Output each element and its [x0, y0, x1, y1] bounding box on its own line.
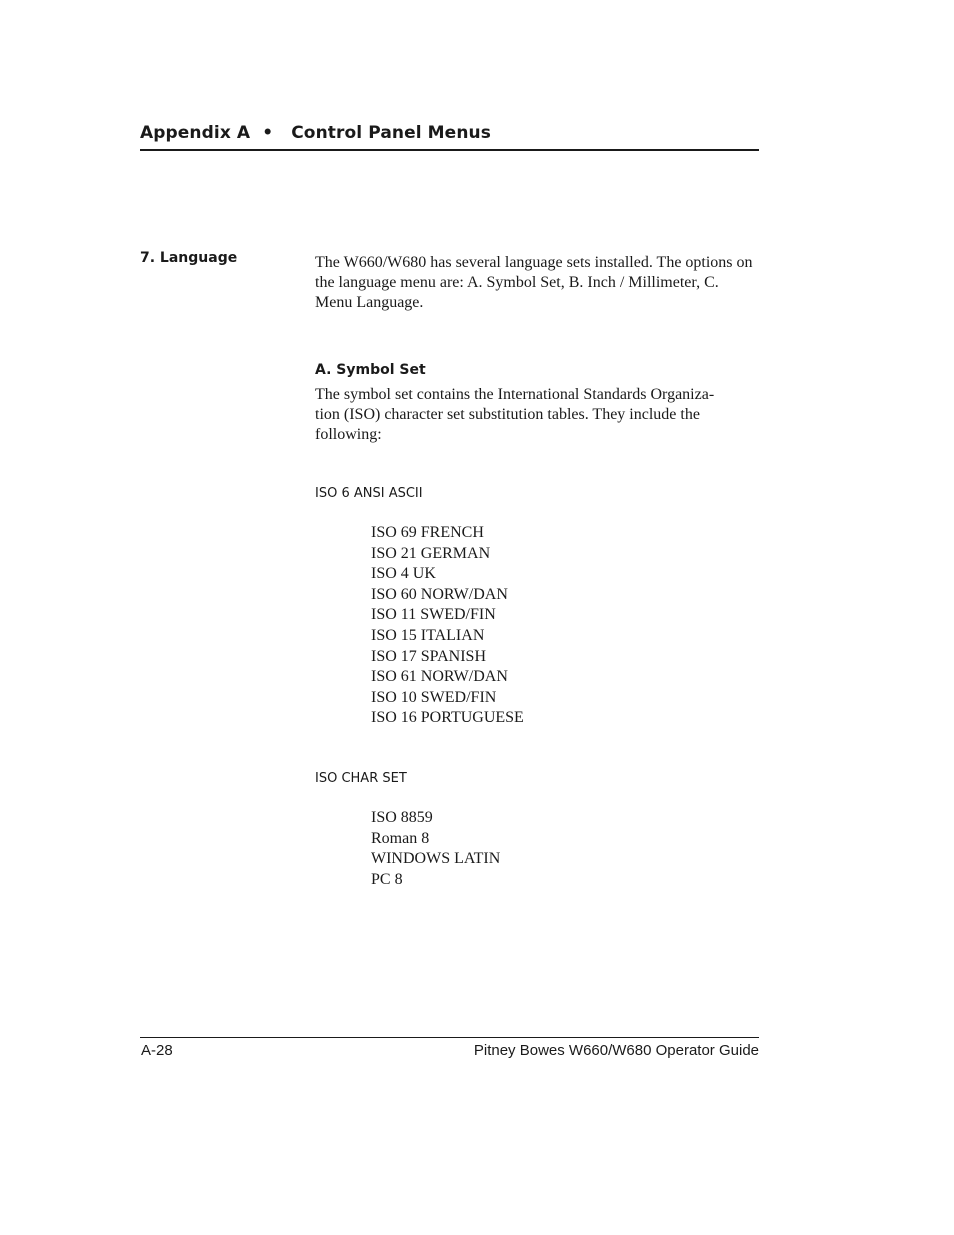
list-item: ISO 69 FRENCH — [371, 524, 484, 541]
header-title: Appendix A • Control Panel Menus — [140, 123, 491, 143]
guide-title: Pitney Bowes W660/W680 Operator Guide — [473, 1042, 759, 1059]
list-item: ISO 8859 — [371, 809, 433, 826]
group-label-iso6: ISO 6 ANSI ASCII — [315, 486, 423, 501]
list-item: ISO 61 NORW/DAN — [371, 668, 508, 686]
page-number: A-28 — [141, 1042, 173, 1059]
list-item: ISO 16 PORTUGUESE — [371, 709, 524, 727]
symbol-set-heading: A. Symbol Set — [315, 362, 426, 378]
group-label-iso-char-set: ISO CHAR SET — [315, 771, 407, 786]
iso-char-set-item-list — [371, 808, 500, 890]
list-item: ISO 15 ITALIAN — [371, 626, 485, 644]
list-item: WINDOWS LATIN — [371, 850, 501, 868]
page-header — [140, 121, 759, 151]
list-item: ISO 60 NORW/DAN — [371, 585, 508, 603]
list-item: Roman 8 — [371, 829, 430, 847]
section-intro: The W660/W680 has several language sets installed. The options on the language menu are: A. Symbol Set, B. Inch / Millimeter, C. Menu Language. — [315, 254, 753, 311]
list-item: ISO 17 SPANISH — [371, 647, 486, 665]
symbol-set-description: The symbol set contains the International Standards Organiza- tion (ISO) character set substitution tables. They include the following: — [315, 386, 715, 443]
iso6-item-list — [371, 523, 524, 729]
section-label-language: 7. Language — [140, 250, 238, 266]
list-item: ISO 10 SWED/FIN — [371, 688, 497, 706]
list-item: ISO 4 UK — [371, 565, 436, 583]
list-item: ISO 21 GERMAN — [371, 544, 491, 562]
footer-rule — [140, 1037, 759, 1038]
list-item: PC 8 — [371, 870, 403, 888]
list-item: ISO 11 SWED/FIN — [371, 606, 496, 624]
